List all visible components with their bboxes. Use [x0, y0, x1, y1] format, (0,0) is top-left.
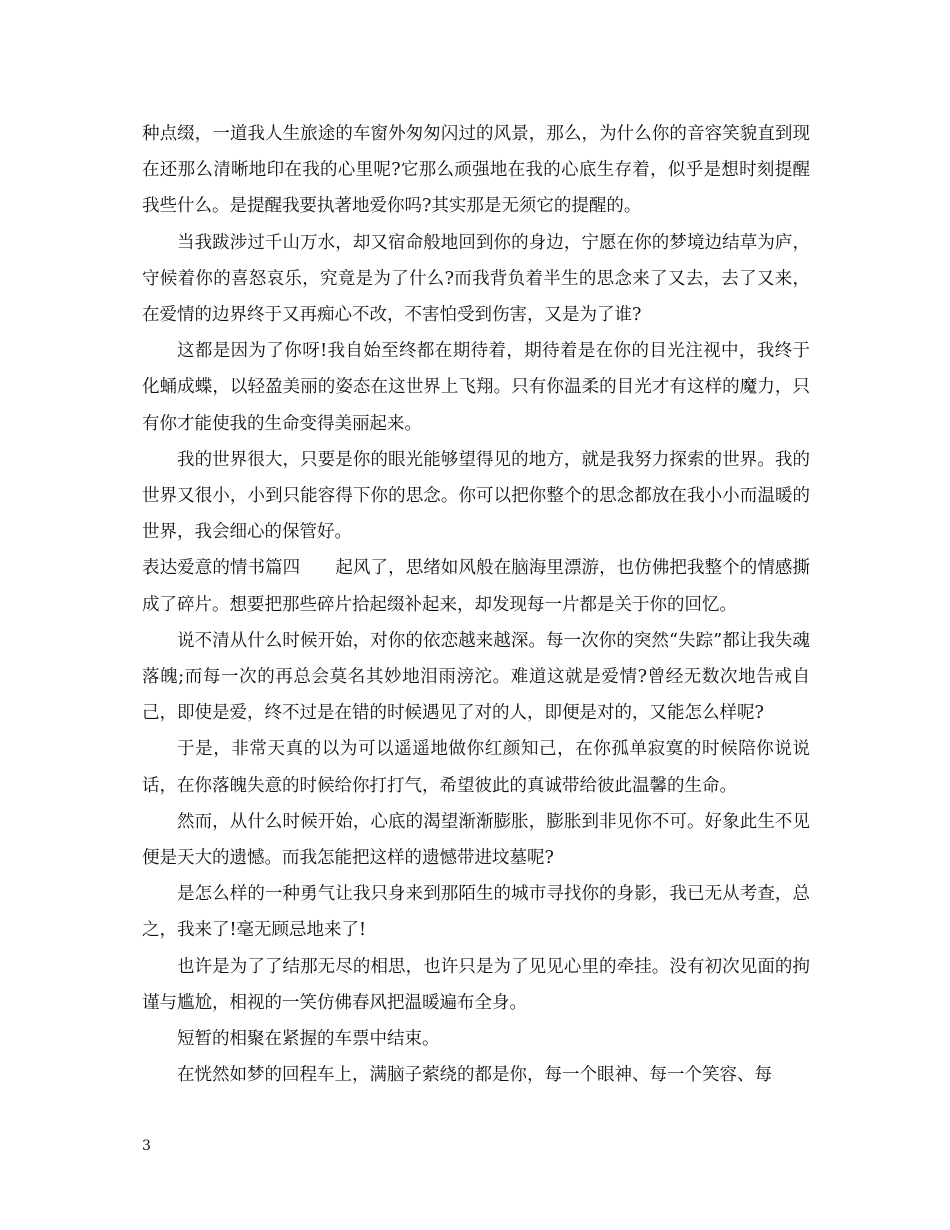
section-heading-paragraph: 表达爱意的情书篇四 起风了，思绪如风般在脑海里漂游，也仿佛把我整个的情感撕成了碎片。想要把那些碎片拾起缀补起来，却发现每一片都是关于你的回忆。: [142, 558, 810, 615]
paragraph-2: 当我跋涉过千山万水，却又宿命般地回到你的身边，宁愿在你的梦境边结草为庐，守候着你的喜怒哀乐，究竟是为了什么?而我背负着半生的思念来了又去，去了又来，在爱情的边界终于又再痴心不改，不害怕受到伤害，又是为了谁?: [142, 232, 810, 326]
paragraph-11: 短暂的相聚在紧握的车票中结束。: [177, 1029, 440, 1050]
paragraph-12: 在恍然如梦的回程车上，满脑子萦绕的都是你，每一个眼神、每一个笑容、每: [177, 1065, 772, 1086]
paragraph-3: 这都是因为了你呀!我自始至终都在期待着，期待着是在你的目光注视中，我终于化蛹成蝶，以轻盈美丽的姿态在这世界上飞翔。只有你温柔的目光才有这样的魔力，只有你才能使我的生命变得美丽起来。: [142, 341, 810, 434]
paragraph-9: 是怎么样的一种勇气让我只身来到那陌生的城市寻找你的身影，我已无从考查，总之，我来了!毫无顾忌地来了!: [142, 884, 810, 941]
paragraph-6: 说不清从什么时候开始，对你的依恋越来越深。每一次你的突然“失踪”都让我失魂落魄;而每一次的再总会莫名其妙地泪雨滂沱。难道这就是爱情?曾经无数次地告戒自己，即使是爱，终不过是在错的时候遇见了对的人，即便是对的，又能怎么样呢?: [142, 630, 810, 724]
paragraph-7: 于是，非常天真的以为可以遥遥地做你红颜知己，在你孤单寂寞的时候陪你说说话，在你落魄失意的时候给你打打气，希望彼此的真诚带给彼此温馨的生命。: [142, 739, 810, 796]
body-text: [142, 116, 810, 1093]
paragraph-1: 种点缀，一道我人生旅途的车窗外匆匆闪过的风景，那么，为什么你的音容笑貌直到现在还那么清晰地印在我的心里呢?它那么顽强地在我的心底生存着，似乎是想时刻提醒我些什么。是提醒我要执著地爱你吗?其实那是无须它的提醒的。: [142, 124, 810, 217]
page-number: 3: [142, 1138, 151, 1154]
paragraph-4: 我的世界很大，只要是你的眼光能够望得见的地方，就是我努力探索的世界。我的世界又很小，小到只能容得下你的思念。你可以把你整个的思念都放在我小小而温暖的世界，我会细心的保管好。: [142, 449, 810, 543]
paragraph-8: 然而，从什么时候开始，心底的渴望渐渐膨胀，膨胀到非见你不可。好象此生不见便是天大的遗憾。而我怎能把这样的遗憾带进坟墓呢?: [142, 811, 810, 869]
paragraph-10: 也许是为了了结那无尽的相思，也许只是为了见见心里的牵挂。没有初次见面的拘谨与尴尬，相视的一笑仿佛春风把温暖遍布全身。: [142, 956, 810, 1013]
